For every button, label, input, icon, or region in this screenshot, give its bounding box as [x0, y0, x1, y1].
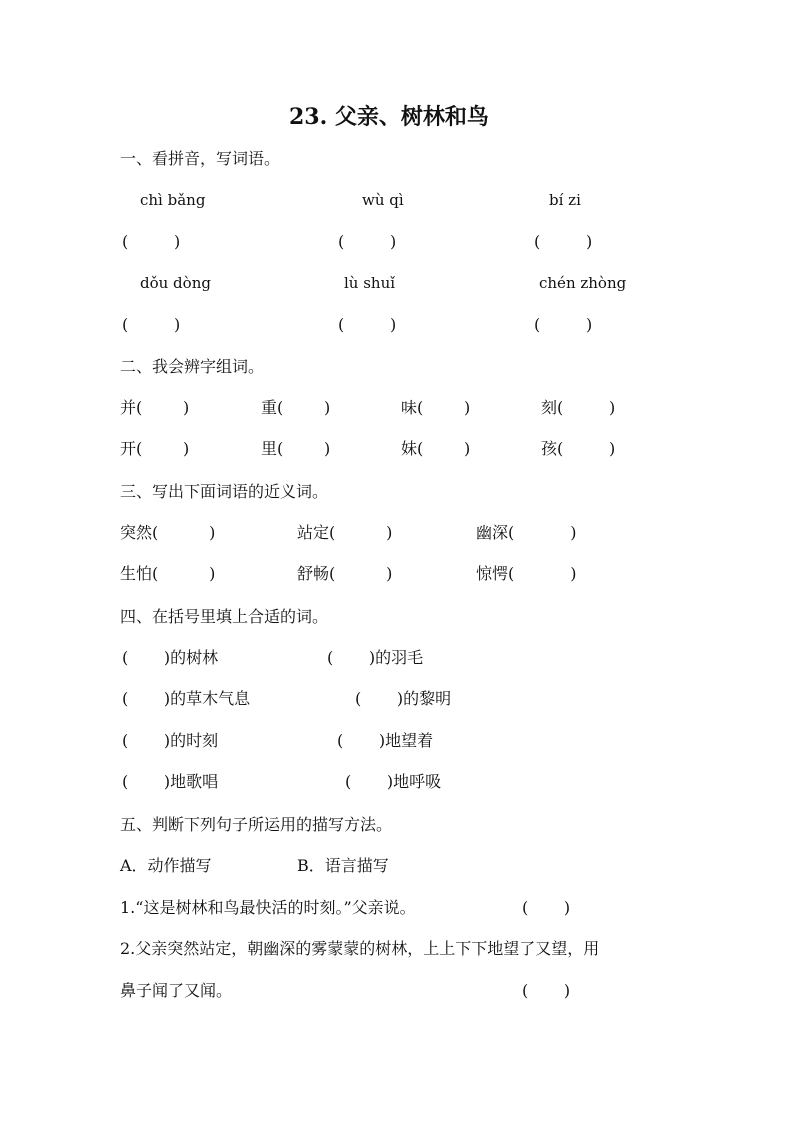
section-five-heading: 五、判断下列句子所运用的描写方法。 — [120, 815, 393, 834]
fill-item: ( )的树林 — [122, 648, 219, 667]
word-item: 舒畅( ) — [297, 564, 393, 583]
char-item: 刻( ) — [541, 398, 616, 417]
answer-blank[interactable]: ( ) — [534, 315, 593, 334]
fill-item: ( )的时刻 — [122, 731, 219, 750]
char-item: 味( ) — [401, 398, 471, 417]
answer-blank[interactable]: ( ) — [338, 315, 397, 334]
answer-blank[interactable]: ( ) — [122, 232, 181, 251]
option-b: B．语言描写 — [297, 856, 389, 875]
char-item: 妹( ) — [401, 439, 471, 458]
fill-item: ( )地望着 — [337, 731, 434, 750]
word-item: 生怕( ) — [120, 564, 216, 583]
section-four-heading: 四、在括号里填上合适的词。 — [120, 607, 329, 626]
section-three-heading: 三、写出下面词语的近义词。 — [120, 482, 329, 501]
section-two-heading: 二、我会辨字组词。 — [120, 357, 265, 376]
answer-blank[interactable]: ( ) — [522, 981, 571, 1000]
answer-blank[interactable]: ( ) — [522, 898, 571, 917]
answer-blank[interactable]: ( ) — [122, 315, 181, 334]
fill-item: ( )的草木气息 — [122, 689, 251, 708]
pinyin-4: dǒu dòng — [140, 274, 211, 292]
char-item: 里( ) — [261, 439, 331, 458]
option-a: A．动作描写 — [120, 856, 212, 875]
pinyin-5: lù shuǐ — [344, 274, 396, 292]
question-1: 1.“这是树林和鸟最快活的时刻。”父亲说。 — [120, 898, 416, 917]
word-item: 惊愕( ) — [476, 564, 577, 583]
question-2-line-1: 2.父亲突然站定，朝幽深的雾蒙蒙的树林，上上下下地望了又望，用 — [120, 939, 600, 958]
answer-blank[interactable]: ( ) — [534, 232, 593, 251]
word-item: 突然( ) — [120, 523, 216, 542]
char-item: 孩( ) — [541, 439, 616, 458]
page-title: 23. 父亲、树林和鸟 — [289, 104, 489, 130]
pinyin-3: bí zi — [549, 191, 581, 209]
section-one-heading: 一、看拼音，写词语。 — [120, 149, 281, 168]
fill-item: ( )的黎明 — [355, 689, 452, 708]
question-2-line-2: 鼻子闻了又闻。 — [120, 981, 233, 1000]
fill-item: ( )地歌唱 — [122, 772, 219, 791]
word-item: 站定( ) — [297, 523, 393, 542]
char-item: 重( ) — [261, 398, 331, 417]
char-item: 开( ) — [120, 439, 190, 458]
fill-item: ( )地呼吸 — [345, 772, 442, 791]
pinyin-1: chì bǎng — [140, 191, 206, 209]
char-item: 并( ) — [120, 398, 190, 417]
answer-blank[interactable]: ( ) — [338, 232, 397, 251]
pinyin-6: chén zhòng — [539, 274, 627, 292]
fill-item: ( )的羽毛 — [327, 648, 424, 667]
pinyin-2: wù qì — [362, 191, 404, 209]
word-item: 幽深( ) — [476, 523, 577, 542]
